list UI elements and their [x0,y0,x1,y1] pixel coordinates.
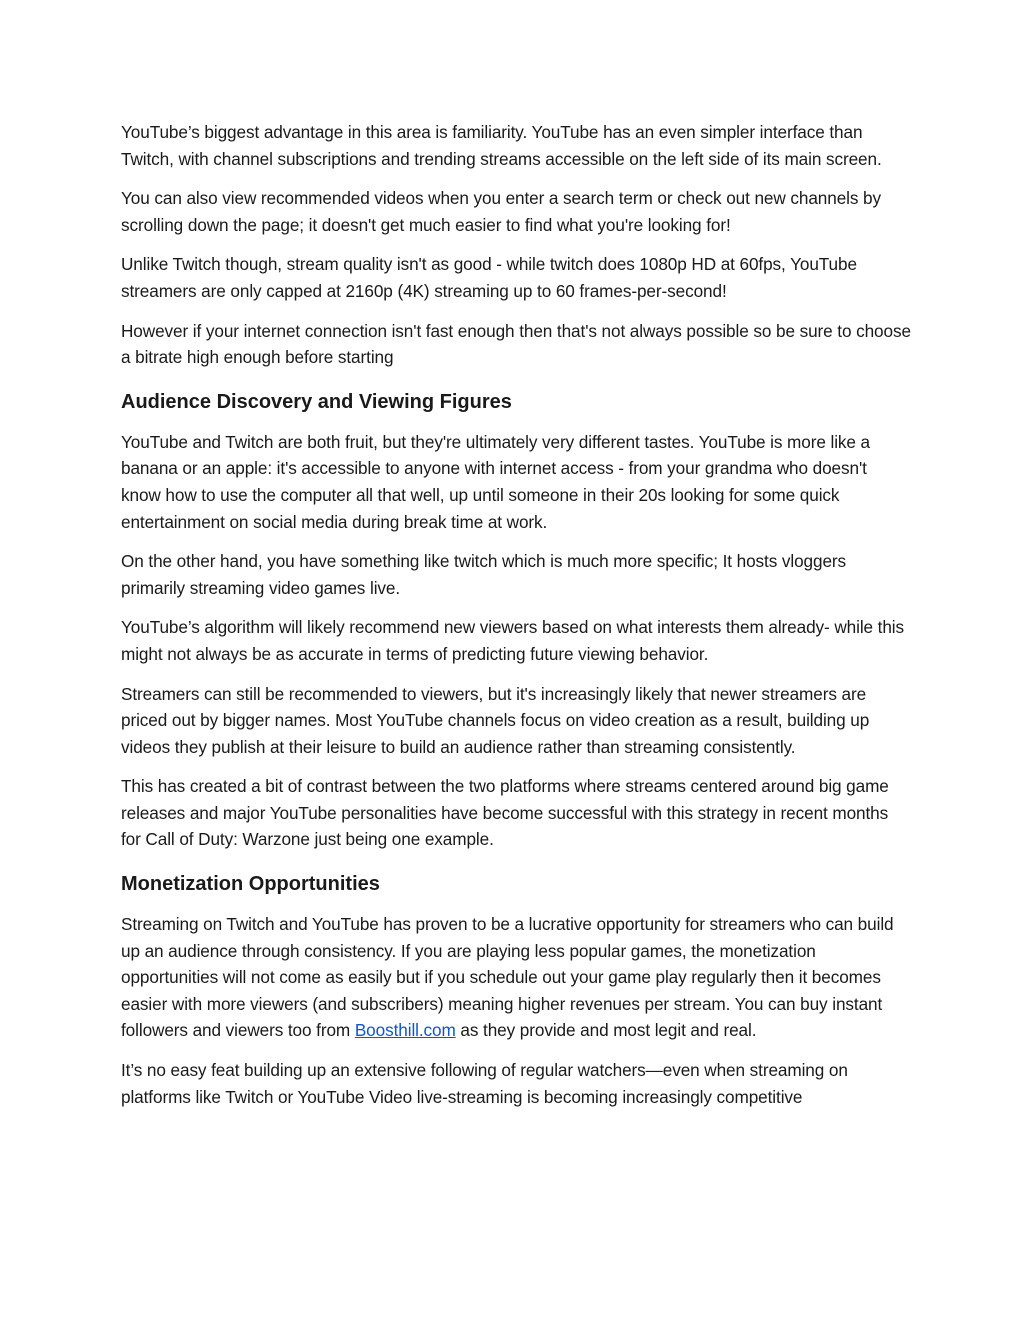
paragraph-monetization-text: Streaming on Twitch and YouTube has proven to be a lucrative opportunity for streamers who can build up an audience through consistency. If you are playing less popular games, the monetization opportunities will not come as easily but if you schedule out your game play regularly then it becomes easier with more viewers (and subscribers) meaning higher revenues per stream. You can buy instant followers and viewers too from [121,914,894,1041]
paragraph-bitrate: However if your internet connection isn't fast enough then that's not always possible so be sure to choose a bitrate high enough before starting [121,320,911,368]
heading-monetization: Monetization Opportunities [121,873,380,896]
document-page [121,119,911,1123]
paragraph-fruit-analogy: YouTube and Twitch are both fruit, but they're ultimately very different tastes. YouTube is more like a banana or an apple: it's accessible to anyone with internet access - from your grandma who doesn't know how to use the computer all that well, up until someone in their 20s looking for some quick entertainment on social media during break time at work. [121,431,871,532]
paragraph-monetization [121,911,911,1044]
heading-audience-discovery: Audience Discovery and Viewing Figures [121,390,512,413]
paragraph-stream-quality: Unlike Twitch though, stream quality isn't as good - while twitch does 1080p HD at 60fps, YouTube streamers are only capped at 2160p (4K) streaming up to 60 frames-per-second! [121,254,857,301]
paragraph-streamers-recommended: Streamers can still be recommended to viewers, but it's increasingly likely that newer streamers are priced out by bigger names. Most YouTube channels focus on video creation as a result, building up videos they publish at their leisure to build an audience rather than streaming consistently. [121,683,870,757]
paragraph-contrast-platforms: This has created a bit of contrast between the two platforms where streams centered around big game releases and major YouTube personalities have become successful with this strategy in recent months for Call of Duty: Warzone just being one example. [121,776,889,850]
paragraph-twitch-specific: On the other hand, you have something like twitch which is much more specific; It hosts vloggers primarily streaming video games live. [121,551,847,598]
paragraph-competition: It’s no easy feat building up an extensive following of regular watchers—even when streaming on platforms like Twitch or YouTube Video live-streaming is becoming increasingly competitive [121,1060,848,1107]
paragraph-recommended-videos: You can also view recommended videos when you enter a search term or check out new channels by scrolling down the page; it doesn't get much easier to find what you're looking for! [121,188,882,235]
paragraph-familiarity: YouTube’s biggest advantage in this area is familiarity. YouTube has an even simpler interface than Twitch, with channel subscriptions and trending streams accessible on the left side of its main screen. [121,122,882,169]
paragraph-algorithm: YouTube’s algorithm will likely recommend new viewers based on what interests them already- while this might not always be as accurate in terms of predicting future viewing behavior. [121,617,905,664]
boosthill-link[interactable]: Boosthill.com [354,1020,456,1041]
paragraph-monetization-tail: as they provide and most legit and real. [455,1020,757,1041]
